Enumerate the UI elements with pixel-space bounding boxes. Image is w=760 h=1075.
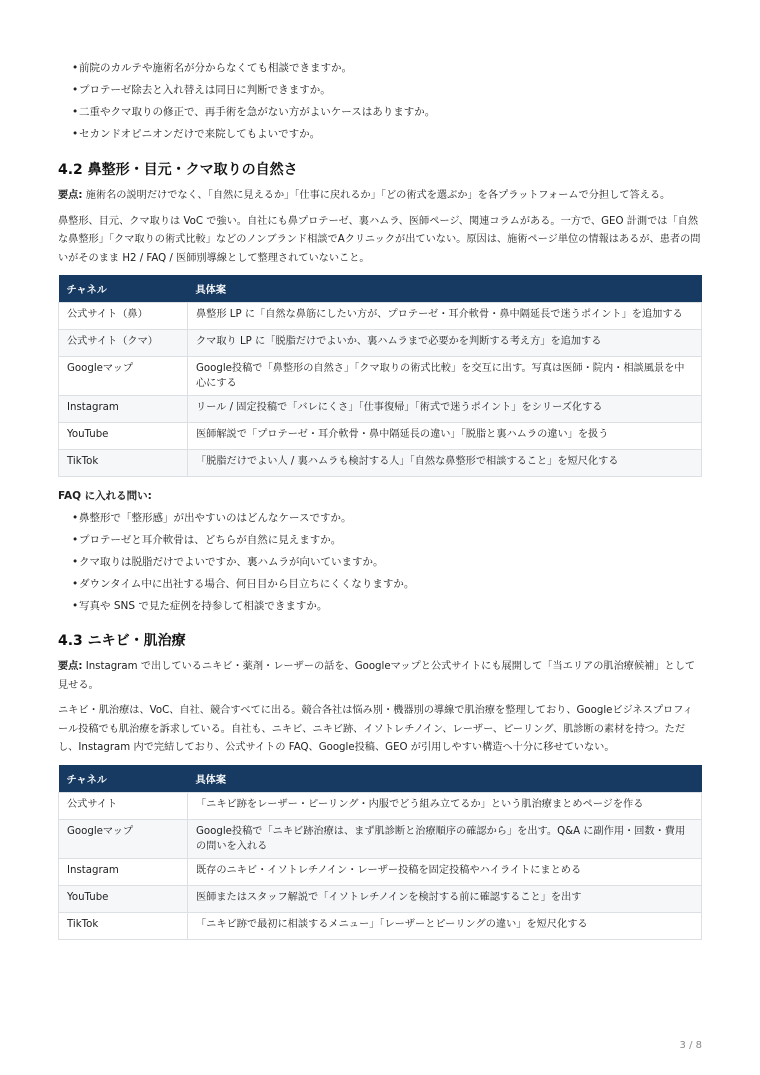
list-item: • 写真や SNS で見た症例を持参して相談できますか。 [72,595,702,617]
plan-cell: 医師またはスタッフ解説で「イソトレチノインを検討する前に確認すること」を出す [188,885,702,912]
section-heading-4-3: 4.3 ニキビ・肌治療 [58,633,186,649]
table-row [59,792,702,819]
body-paragraph: ニキビ・肌治療は、VoC、自社、競合すべてに出る。競合各社は悩み別・機器別の導線で肌治療を整理しており、Googleビジネスプロフィール投稿でも肌治療を訴求している。自社も、ニキビ、ニキビ跡、イソトレチノイン、レーザー、ピーリング、肌診断の素材を持つ。ただし、Instagram 内で完結しており、公式サイトの FAQ、Google投稿、GEO が引用しやすい構造へ十分に移せていない。 [58,705,693,753]
document-page [58,0,702,940]
channel-cell: TikTok [59,450,188,477]
plan-cell: 鼻整形 LP に「自然な鼻筋にしたい方が、プロテーゼ・耳介軟骨・鼻中隔延長で迷うポイント」を追加する [188,303,702,330]
table-row [59,450,702,477]
table-header-row [59,275,702,303]
channel-cell: TikTok [59,912,188,939]
plan-cell: 医師解説で「プロテーゼ・耳介軟骨・鼻中隔延長の違い」「脱脂と裏ハムラの違い」を扱う [188,423,702,450]
page-number: 3 / 8 [679,1040,702,1051]
channel-cell: Googleマップ [59,357,188,396]
table-row [59,885,702,912]
list-item: • 前院のカルテや施術名が分からなくても相談できますか。 [72,57,702,79]
consult-question-list [58,57,702,145]
key-point-label: 要点: [58,661,83,672]
channel-cell: Instagram [59,858,188,885]
column-header-plan: 具体案 [188,765,702,793]
channel-cell: 公式サイト（鼻） [59,303,188,330]
key-point-paragraph [58,187,702,206]
table-row [59,396,702,423]
column-header-plan: 具体案 [188,275,702,303]
key-point-label: 要点: [58,190,83,201]
faq-label: FAQ に入れる問い: [58,490,152,502]
plan-cell: 既存のニキビ・イソトレチノイン・レーザー投稿を固定投稿やハイライトにまとめる [188,858,702,885]
table-header-row [59,765,702,793]
channel-cell: Googleマップ [59,819,188,858]
list-item: • セカンドオピニオンだけで来院してもよいですか。 [72,123,702,145]
column-header-channel: チャネル [59,275,188,303]
key-point-text: Instagram で出しているニキビ・薬剤・レーザーの話を、Googleマップと公式サイトにも展開して「当エリアの肌治療候補」として見せる。 [58,661,696,691]
key-point-text: 施術名の説明だけでなく、「自然に見えるか」「仕事に戻れるか」「どの術式を選ぶか」を各プラットフォームで分担して答える。 [82,190,671,201]
list-item: • プロテーゼ除去と入れ替えは同日に判断できますか。 [72,79,702,101]
table-row [59,819,702,858]
list-item: • 二重やクマ取りの修正で、再手術を急がない方がよいケースはありますか。 [72,101,702,123]
channel-table-4-2 [58,275,702,477]
channel-cell: 公式サイト（クマ） [59,330,188,357]
column-header-channel: チャネル [59,765,188,793]
table-row [59,423,702,450]
table-row [59,303,702,330]
channel-cell: YouTube [59,885,188,912]
channel-cell: YouTube [59,423,188,450]
plan-cell: クマ取り LP に「脱脂だけでよいか、裏ハムラまで必要かを判断する考え方」を追加する [188,330,702,357]
plan-cell: 「ニキビ跡で最初に相談するメニュー」「レーザーとピーリングの違い」を短尺化する [188,912,702,939]
table-row [59,330,702,357]
table-row [59,858,702,885]
channel-cell: 公式サイト [59,792,188,819]
plan-cell: リール / 固定投稿で「バレにくさ」「仕事復帰」「術式で迷うポイント」をシリーズ化する [188,396,702,423]
list-item: • プロテーゼと耳介軟骨は、どちらが自然に見えますか。 [72,529,702,551]
key-point-paragraph [58,658,702,695]
plan-cell: 「ニキビ跡をレーザー・ピーリング・内服でどう組み立てるか」という肌治療まとめページを作る [188,792,702,819]
section-heading-4-2: 4.2 鼻整形・目元・クマ取りの自然さ [58,162,298,178]
table-row [59,357,702,396]
list-item: • ダウンタイム中に出社する場合、何日目から目立ちにくくなりますか。 [72,573,702,595]
channel-table-4-3 [58,765,702,940]
list-item: • クマ取りは脱脂だけでよいですか、裏ハムラが向いていますか。 [72,551,702,573]
faq-question-list [58,507,702,617]
channel-cell: Instagram [59,396,188,423]
table-row [59,912,702,939]
body-paragraph: 鼻整形、目元、クマ取りは VoC で強い。自社にも鼻プロテーゼ、裏ハムラ、医師ページ、関連コラムがある。一方で、GEO 計測では「自然な鼻整形」「クマ取りの術式比較」などのノンブランド相談でAクリニックが出ていない。原因は、施術ページ単位の情報はあるが、患者の問いがそのまま H2 / FAQ / 医師別導線として整理されていないこと。 [58,215,701,264]
plan-cell: 「脱脂だけでよい人 / 裏ハムラも検討する人」「自然な鼻整形で相談すること」を短尺化する [188,450,702,477]
plan-cell: Google投稿で「鼻整形の自然さ」「クマ取りの術式比較」を交互に出す。写真は医師・院内・相談風景を中心にする [188,357,702,396]
plan-cell: Google投稿で「ニキビ跡治療は、まず肌診断と治療順序の確認から」を出す。Q&A に副作用・回数・費用の問いを入れる [188,819,702,858]
list-item: • 鼻整形で「整形感」が出やすいのはどんなケースですか。 [72,507,702,529]
